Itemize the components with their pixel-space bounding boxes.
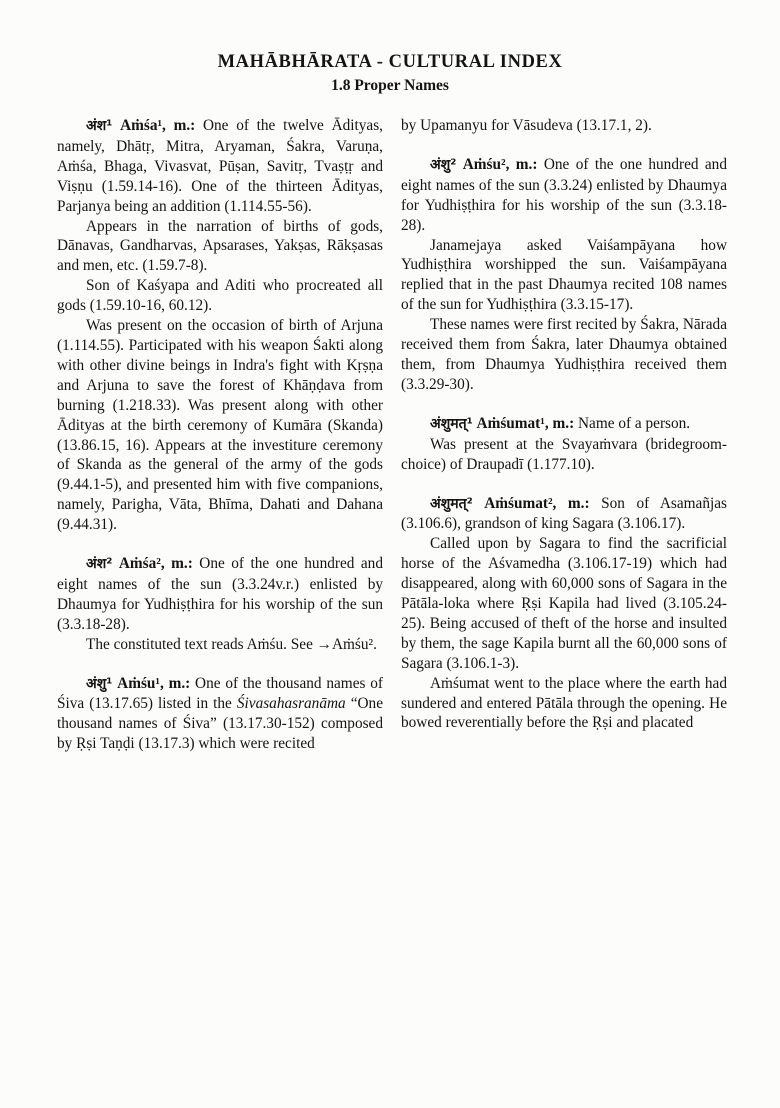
headword-devanagari: अंशु²	[430, 156, 457, 173]
entry-paragraph	[57, 554, 383, 635]
page-subtitle: 1.8 Proper Names	[331, 77, 449, 94]
paragraph	[57, 316, 383, 535]
paragraph	[401, 674, 727, 734]
headword-latin: Aṁśa², m.:	[112, 555, 193, 573]
paragraph	[401, 435, 727, 475]
paragraph	[57, 276, 383, 316]
text-column-left	[57, 116, 383, 754]
text-run: One of the thousand names of Śiva (13.17.65) listed in the	[57, 674, 383, 713]
headword-latin: Aṁśa¹, m.:	[112, 117, 196, 134]
headword-devanagari: अंश¹	[86, 118, 113, 134]
text-column-right	[401, 116, 727, 754]
text-run: “One thousand names of Śiva” (13.17.30-152) composed by Ṛṣi Taṇḍi (13.17.3) which were recited	[57, 695, 383, 753]
headword-devanagari: अंशुमत्¹	[430, 415, 473, 432]
text-run: Son of Asamañjas (3.106.6), grandson of king Sagara (3.106.17).	[401, 494, 727, 533]
headword-latin: Aṁśu², m.:	[456, 155, 538, 173]
headword-latin: Aṁśumat², m.:	[472, 494, 590, 512]
text-run: by Upamanyu for Vāsudeva (13.17.1, 2).	[401, 117, 652, 134]
text-run: Name of a person.	[574, 414, 691, 432]
headword-latin: Aṁśu¹, m.:	[112, 674, 191, 692]
text-run: Appears in the narration of births of gods, Dānavas, Gandharvas, Apsarases, Yakṣas, Rākṣasas and men, etc. (1.59.7-8).	[57, 217, 383, 275]
text-columns	[57, 116, 727, 754]
headword-latin: Aṁśumat¹, m.:	[472, 414, 575, 432]
paragraph	[401, 534, 727, 673]
entry-paragraph	[401, 494, 727, 535]
paragraph	[57, 116, 383, 217]
text-run: Called upon by Sagara to find the sacrificial horse of the Aśvamedha (3.106.17-19) which had disappeared, along with 60,000 sons of Sagara in the Pātāla-loka where Ṛṣi Kapila had lived (3.105.24-25). Being accused of theft of the horse and insulted by them, the sage Kapila burnt all the 60,000 sons of Sagara (3.106.1-3).	[401, 535, 727, 672]
entry-paragraph	[57, 674, 383, 755]
headword-devanagari: अंशुमत्²	[430, 495, 473, 512]
paragraph	[401, 116, 727, 136]
text-run: One of the one hundred and eight names of the sun (3.3.24) enlisted by Dhaumya for Yudhiṣṭhira for his worship of the sun (3.3.18-28).	[401, 155, 727, 234]
text-run: Son of Kaśyapa and Aditi who procreated all gods (1.59.10-16, 60.12).	[57, 277, 383, 315]
headword-devanagari: अंश²	[86, 556, 113, 573]
paragraph	[57, 635, 383, 655]
paragraph	[57, 217, 383, 277]
entry-paragraph	[401, 155, 727, 236]
text-run: These names were first recited by Śakra, Nārada received them from Śakra, later Dhaumya obtained them, from Dhaumya Yudhiṣṭhira received them (3.3.29-30).	[401, 316, 727, 393]
text-run: One of the one hundred and eight names of the sun (3.3.24v.r.) enlisted by Dhaumya for Yudhiṣṭhira for his worship of the sun (3.3.18-28).	[57, 555, 383, 633]
text-run: Aṁśumat went to the place where the earth had sundered and entered Pātāla through the opening. He bowed reverentially before the Ṛṣi and placated	[401, 674, 727, 732]
text-run: The constituted text reads Aṁśu. See →Aṁśu².	[86, 635, 377, 653]
page-header	[0, 0, 780, 96]
headword-devanagari: अंशु¹	[86, 675, 113, 692]
text-run: One of the twelve Ādityas, namely, Dhātṛ, Mitra, Aryaman, Śakra, Varuṇa, Aṁśa, Bhaga, Vivasvat, Pūṣan, Savitṛ, Tvaṣṭṛ and Viṣṇu (1.59.14-16). One of the thirteen Ādityas, Parjanya being an addition (1.114.55-56).	[57, 117, 383, 215]
paragraph	[401, 236, 727, 316]
paragraph	[401, 315, 727, 395]
page-title: MAHĀBHĀRATA - CULTURAL INDEX	[217, 52, 563, 72]
italic-term: Śivasahasranāma	[236, 695, 346, 713]
entry-paragraph	[401, 414, 727, 435]
text-run: Was present on the occasion of birth of Arjuna (1.114.55). Participated with his weapon Śakti along with other divine beings in Indra's fight with Kṛṣṇa and Arjuna to save the forest of Khāṇḍava from burning (1.218.33). Was present along with other Ādityas at the birth ceremony of Kumāra (Skanda) (13.86.15, 16). Appears at the investiture ceremony of Skanda as the general of the army of the gods (9.44.1-5), and presented him with five companions, namely, Parigha, Vāta, Bhīma, Dahati and Dahana (9.44.31).	[57, 317, 383, 534]
text-run: Janamejaya asked Vaiśampāyana how Yudhiṣṭhira worshipped the sun. Vaiśampāyana replied that in the past Dhaumya recited 108 names of the sun for Yudhiṣṭhira (3.3.15-17).	[401, 236, 727, 314]
text-run: Was present at the Svayaṁvara (bridegroom-choice) of Draupadī (1.177.10).	[401, 435, 727, 473]
